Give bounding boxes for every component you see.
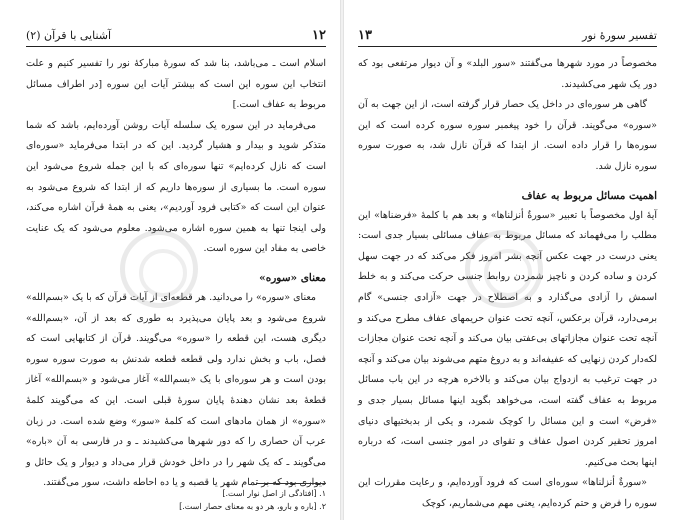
left-paragraph-2: می‌فرماید در این سوره یک سلسله آیات روشن آورده‌ایم، باشد که شما متذکر شوید و بیدار و هشیار گردید. این که در ابتدا می‌فرماید «سوره‌ای است که نازل کرده‌ایم» تنها سوره‌ای که با این جمله شروع می‌شود این سوره است. ما بسیاری از سوره‌ها داریم که از ابتدا که شروع می‌شود به عنوان این است که «کتابی فرود آوردیم»، یعنی به همهٔ قرآن اشاره می‌کند، ولی اینجا تنها به همین سوره اشاره می‌شود. معلوم می‌شود که یک عنایت خاصی به مفاد این سوره است. <box>26 119 326 255</box>
right-running-head <box>358 28 657 47</box>
footnote-2: ۲. [باره و بارو، هر دو به معنای حصار است.] <box>179 502 326 511</box>
watermark-seal-icon <box>120 230 198 308</box>
right-section-heading: اهمیت مسائل مربوط به عفاف <box>521 189 657 202</box>
left-paragraph-1: اسلام است ـ می‌باشد، بنا شد که سورهٔ مبارکهٔ نور را تفسیر کنیم و علت انتخاب این سوره این است که بیشتر آیات این سوره [در اطراف مسائل مربوط به عفاف است.] <box>26 58 326 111</box>
watermark-seal-icon <box>465 230 543 308</box>
left-running-head <box>26 28 326 47</box>
left-page <box>0 0 340 520</box>
left-footnotes <box>26 483 326 513</box>
footnote-rule <box>256 483 326 484</box>
footnote-1: ۱. [افتادگی از اصل نوار است.] <box>222 489 326 498</box>
left-paragraph-3: معنای «سوره» را می‌دانید. هر قطعه‌ای از آیات قرآن که با یک «بسم‌الله» شروع می‌شود و بعد پایان می‌پذیرد به طوری که بعد از آن، «بسم‌الله» دیگری هست، این قطعه را «سوره» می‌گویند. قرآن از کتابهایی است که فصل، باب و بخش ندارد ولی قطعه قطعه شدنش به صورت سوره سوره بودن است و هر سوره‌ای با یک «بسم‌الله» آغاز می‌شود و «بسم‌الله» آغاز قطعهٔ بعد نشان دهندهٔ پایان سورهٔ قبلی است. این که می‌گویند کلمهٔ «سوره» از همان مادهای است که کلمهٔ «سور» وضع شده است. در زبان عرب آن حصاری را که دور شهرها می‌کشیدند ـ و در فارسی به آن «باره» می‌گویند ـ که یک شهر را در داخل خودش قرار می‌داد و دیوار و یک حائل و دیواری بود که بر تمام شهر یا قصبه و یا ده احاطه داشت، سور می‌گفتند. <box>26 291 326 489</box>
right-paragraph-4: «سورةٌ أنزلناها» سوره‌ای است که فرود آورده‌ایم، و رعایت مقررات این سوره را فرض و حتم کرده‌ایم، یعنی مهم می‌شماریم، کوچک <box>358 477 657 509</box>
left-running-title: آشنایی با قرآن (۲) <box>26 29 112 42</box>
right-paragraph-2: گاهی هر سوره‌ای در داخل یک حصار قرار گرفته است، از این جهت به آن «سوره» می‌گویند. قرآن را خود پیغمبر سوره سوره کرده است که این سوره‌ها را قرار داده است. از ابتدا که قرآن نازل شد، به صورت سوره سوره نازل شد. <box>358 99 657 172</box>
left-page-number: ۱۲ <box>312 28 326 43</box>
right-paragraph-3: آیهٔ اول مخصوصاً با تعبیر «سورةٌ أنزلناها» و بعد هم با کلمهٔ «فرضناها» این مطلب را می‌فهماند که مسائل مربوط به عفاف مسائلی بسیار جدی است: یعنی درست در جهت عکس آنچه بشر امروز فکر می‌کند که در جهت سهل کردن و ساده کردن و ناچیز شمردن روابط جنسی حرکت می‌کند و به خلط اسمش را آزادی می‌گذارد و به اصطلاح در جهت «آزادی جنسی» گام برمی‌دارد، قرآن برعکس، آنچه تحت عنوان حریمهای عفاف مطرح می‌کند و آنچه تحت عنوان مجازاتهای بی‌عفتی بیان می‌کند و آنچه تحت عنوان مجازات لکه‌دار کردن زنهایی که عفیفه‌اند و به دروغ متهم می‌شوند بیان می‌کند و آنچه در جهت ترغیب به ازدواج بیان می‌کند و بالاخره هرچه در این باب مسائل مربوط به عفاف گفته است، می‌خواهد بگوید اینها مسائل بسیار جدی و «فرض» است و این مسائل را کوچک شمرد، و یکی از بدبختیهای دنیای امروز تحقیر کردن اصول عفاف و تقوای در امور جنسی است، که درباره اینها بحث می‌کنیم. <box>358 209 657 468</box>
right-page-number: ۱۳ <box>358 28 372 43</box>
right-paragraph-1: مخصوصاً در مورد شهرها می‌گفتند «سور البلد» و آن دیوار مرتفعی بود که دور یک شهر می‌کشیدند. <box>358 58 657 90</box>
right-running-title: تفسیر سورهٔ نور <box>582 29 657 42</box>
left-section-heading: معنای «سوره» <box>259 271 326 284</box>
